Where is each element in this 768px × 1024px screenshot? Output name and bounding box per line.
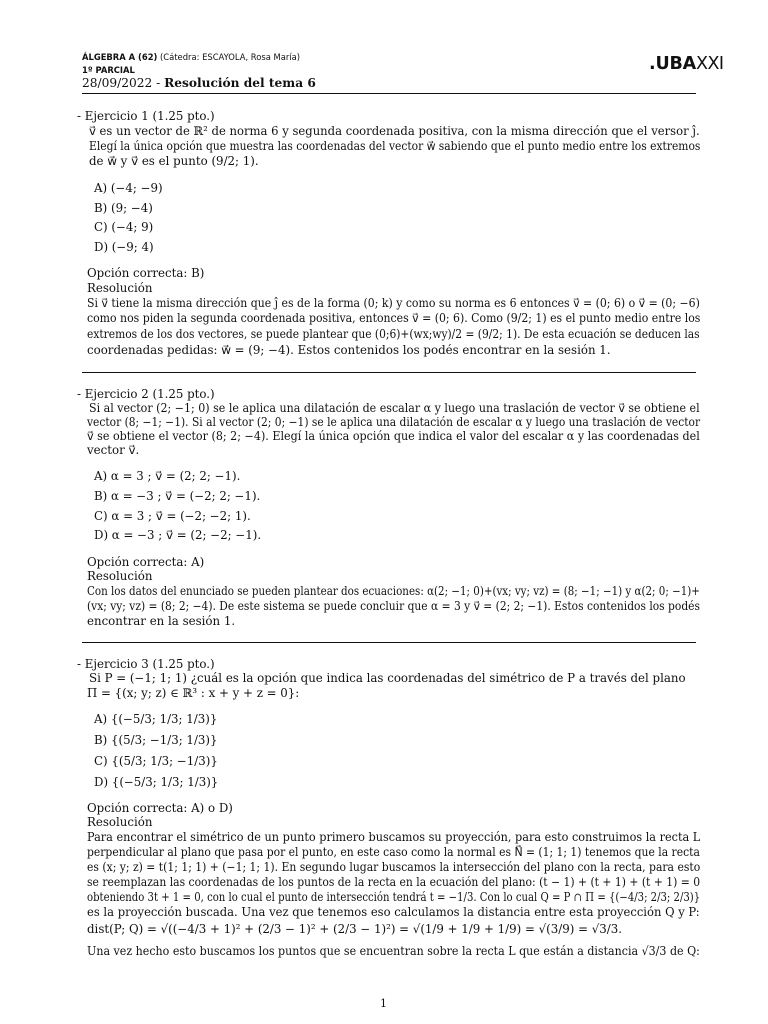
exercise-1-option-b: B) (9; −4) bbox=[94, 201, 153, 215]
section-divider bbox=[82, 642, 696, 643]
exercise-3-statement: Π = {(x; y; z) ∈ ℝ³ : x + y + z = 0}: bbox=[87, 686, 300, 700]
exercise-3-resolution: es la proyección buscada. Una vez que tenemos eso calculamos la distancia entre esta proyección Q y P: bbox=[87, 905, 700, 919]
exercise-2-heading: - Ejercicio 2 (1.25 pto.) bbox=[77, 387, 215, 401]
exercise-1-option-d: D) (−9; 4) bbox=[94, 240, 154, 254]
exercise-3-resolution-title: Resolución bbox=[87, 815, 153, 829]
exercise-3-resolution: perpendicular al plano que pasa por el punto, en este caso como la normal es N⃗ = (1; 1; 1) tenemos que la recta bbox=[87, 845, 700, 859]
exercise-3-resolution: es (x; y; z) = t(1; 1; 1) + (−1; 1; 1). En segundo lugar buscamos la intersección del plano con la recta, para esto bbox=[87, 860, 701, 874]
exercise-1-resolution-title: Resolución bbox=[87, 281, 153, 295]
uba-xxi-logo: .UBAXXI bbox=[649, 54, 724, 74]
exercise-1-resolution: coordenadas pedidas: w⃗ = (9; −4). Estos contenidos los podés encontrar en la sesión 1. bbox=[87, 343, 611, 357]
exercise-3-option-d: D) {(−5/3; 1/3; 1/3)} bbox=[94, 775, 219, 789]
exercise-2-resolution: (vx; vy; vz) = (8; 2; −4). De este sistema se puede concluir que α = 3 y v⃗ = (2; 2; −1). Estos contenidos los podés bbox=[87, 599, 700, 613]
exercise-2-option-d: D) α = −3 ; v⃗ = (2; −2; −1). bbox=[94, 528, 262, 542]
exercise-2-statement: Si al vector (2; −1; 0) se le aplica una dilatación de escalar α y luego una traslación de vector v⃗ se obtiene el bbox=[89, 401, 700, 415]
exercise-3-resolution: obteniendo 3t + 1 = 0, con lo cual el punto de intersección tendrá t = −1/3. Con lo cual Q = P ∩ Π = {(−4/3; 2/3; 2/3)} bbox=[87, 890, 701, 904]
exercise-1-statement: Elegí la única opción que muestra las coordenadas del vector w⃗ sabiendo que el punto medio entre los extremos bbox=[89, 139, 701, 153]
exercise-2-resolution: Con los datos del enunciado se pueden plantear dos ecuaciones: α(2; −1; 0)+(vx; vy; vz) = (8; −1; −1) y α(2; 0; −1)+ bbox=[87, 584, 700, 598]
exercise-1-statement: de w⃗ y v⃗ es el punto (9/2; 1). bbox=[89, 154, 259, 168]
exercise-2-option-b: B) α = −3 ; v⃗ = (−2; 2; −1). bbox=[94, 489, 261, 503]
exercise-2-statement: vector (8; −1; −1). Si al vector (2; 0; −1) se le aplica una dilatación de escalar α y luego una traslación de vector bbox=[87, 415, 701, 429]
exercise-2-statement: v⃗ se obtiene el vector (8; 2; −4). Elegí la única opción que indica el valor del escalar α y las coordenadas del bbox=[87, 429, 700, 443]
exercise-3-statement: Si P = (−1; 1; 1) ¿cuál es la opción que indica las coordenadas del simétrico de P a través del plano bbox=[89, 671, 686, 685]
exercise-1-correct-answer: Opción correcta: B) bbox=[87, 266, 205, 280]
exercise-3-resolution: Para encontrar el simétrico de un punto primero buscamos su proyección, para esto construimos la recta L bbox=[87, 830, 701, 844]
exercise-2-statement: vector v⃗. bbox=[87, 443, 140, 457]
exercise-3-option-a: A) {(−5/3; 1/3; 1/3)} bbox=[94, 712, 218, 726]
exercise-3-heading: - Ejercicio 3 (1.25 pto.) bbox=[77, 657, 215, 671]
exercise-3-correct-answer: Opción correcta: A) o D) bbox=[87, 801, 233, 815]
exercise-2-resolution: encontrar en la sesión 1. bbox=[87, 614, 236, 628]
exercise-3-option-c: C) {(5/3; 1/3; −1/3)} bbox=[94, 754, 218, 768]
exercise-1-option-a: A) (−4; −9) bbox=[94, 181, 163, 195]
exercise-2-resolution-title: Resolución bbox=[87, 569, 153, 583]
exercise-1-resolution: Si v⃗ tiene la misma dirección que ĵ es de la forma (0; k) y como su norma es 6 entonces v⃗ = (0; 6) o v⃗ = (0; −6) bbox=[87, 296, 700, 310]
exercise-2-correct-answer: Opción correcta: A) bbox=[87, 555, 205, 569]
exercise-3-resolution: se reemplazan las coordenadas de los puntos de la recta en la ecuación del plano: (t − 1) + (t + 1) + (t + 1) = 0 bbox=[87, 875, 701, 889]
exercise-3-resolution: dist(P; Q) = √((−4/3 + 1)² + (2/3 − 1)² + (2/3 − 1)²) = √(1/9 + 1/9 + 1/9) = √(3/9) = √3/3. bbox=[87, 922, 622, 936]
exercise-1-option-c: C) (−4; 9) bbox=[94, 220, 154, 234]
header-divider bbox=[82, 93, 696, 94]
page-number: 1 bbox=[380, 997, 387, 1010]
exam-label: 1º PARCIAL bbox=[82, 65, 135, 75]
exercise-1-statement: v⃗ es un vector de ℝ² de norma 6 y segunda coordenada positiva, con la misma dirección que el versor ĵ. bbox=[89, 124, 700, 138]
exercise-3-option-b: B) {(5/3; −1/3; 1/3)} bbox=[94, 733, 218, 747]
course-header: ÁLGEBRA A (62) (Cátedra: ESCAYOLA, Rosa María) bbox=[82, 52, 301, 62]
exercise-1-heading: - Ejercicio 1 (1.25 pto.) bbox=[77, 109, 215, 123]
section-divider bbox=[82, 372, 696, 373]
exercise-1-resolution: extremos de los dos vectores, se puede plantear que (0;6)+(wx;wy)/2 = (9/2; 1). De esta ecuación se deducen las bbox=[87, 327, 700, 341]
page-title: 28/09/2022 - Resolución del tema 6 bbox=[82, 76, 316, 90]
exercise-1-resolution: como nos piden la segunda coordenada positiva, entonces v⃗ = (0; 6). Como (9/2; 1) es el punto medio entre los bbox=[87, 311, 701, 325]
exercise-3-resolution: Una vez hecho esto buscamos los puntos que se encuentran sobre la recta L que están a distancia √3/3 de Q: bbox=[87, 944, 700, 958]
exercise-2-option-c: C) α = 3 ; v⃗ = (−2; −2; 1). bbox=[94, 509, 251, 523]
exercise-2-option-a: A) α = 3 ; v⃗ = (2; 2; −1). bbox=[94, 469, 241, 483]
